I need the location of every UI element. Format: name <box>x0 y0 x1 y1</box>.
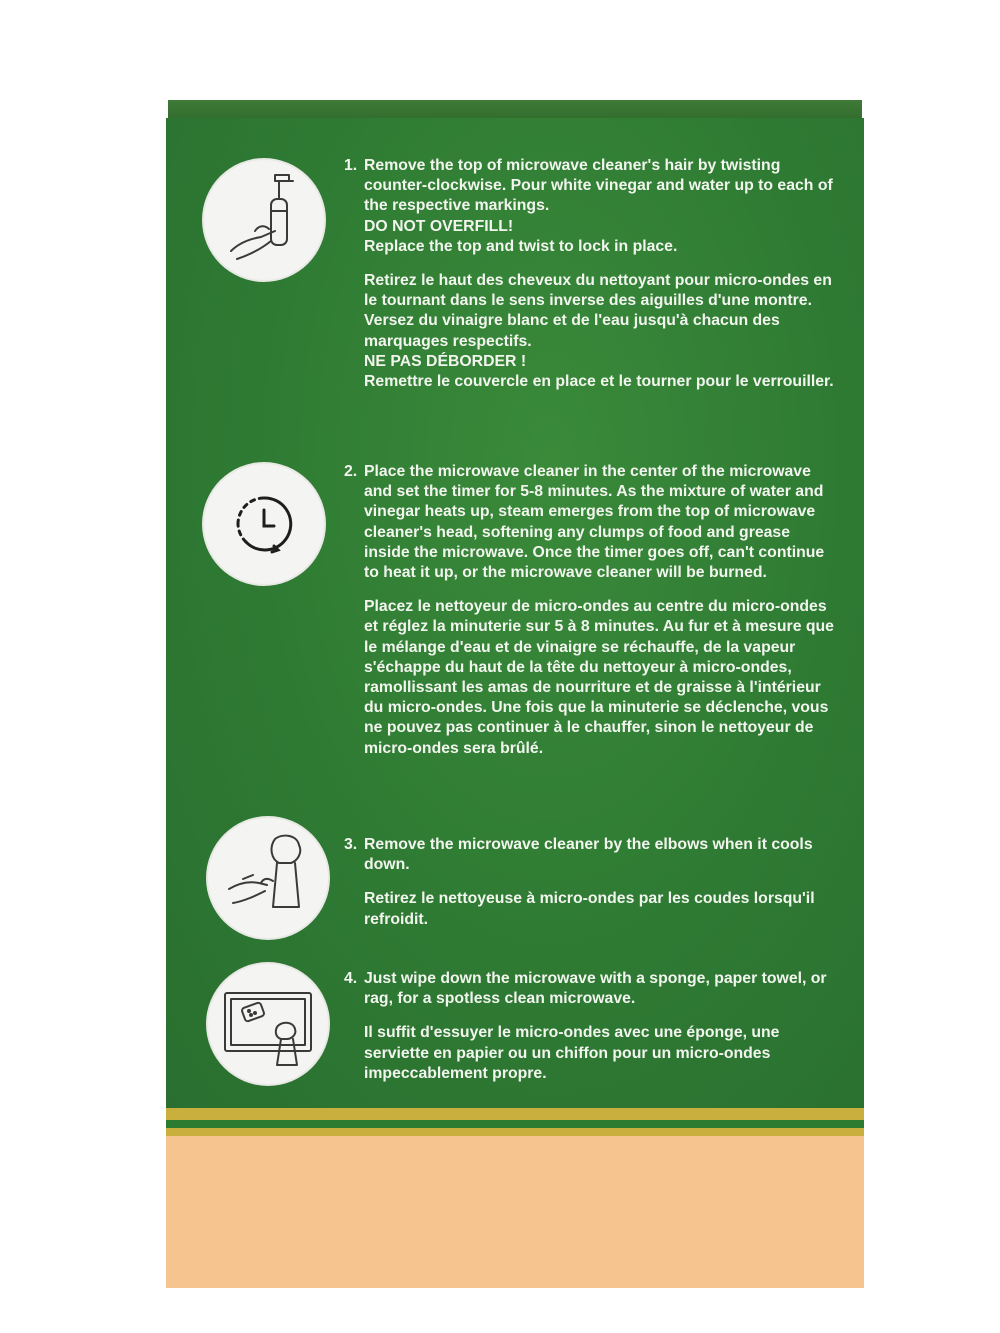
step-4-fr-text: Il suffit d'essuyer le micro-ondes avec une éponge, une serviette en papier ou un chiffon pour un micro-ondes impeccablement propre. <box>364 1024 780 1082</box>
gold-stripe <box>166 1108 864 1120</box>
step-3-fr-text: Retirez le nettoyeuse à micro-ondes par les coudes lorsqu'il refroidit. <box>364 890 815 928</box>
step-2-en-text: Place the microwave cleaner in the center of the microwave and set the timer for 5-8 minutes. As the mixture of water and vinegar heats up, steam emerges from the top of microwave cleaner's head, softening any clumps of food and grease inside the microwave. Once the timer goes off, can't continue to heat it up, or the microwave cleaner will be burned. <box>364 463 825 582</box>
step-3-en-text: Remove the microwave cleaner by the elbows when it cools down. <box>364 836 813 874</box>
gold-stripe-lower <box>166 1128 864 1136</box>
step-2 <box>344 462 834 759</box>
step-number: 1. <box>344 157 358 174</box>
step-1-en-warning: DO NOT OVERFILL! <box>364 217 514 235</box>
step-1-fr-text: Retirez le haut des cheveux du nettoyant pour micro-ondes en le tournant dans le sens inverse des aiguilles d'une montre. Versez du vinaigre blanc et de l'eau jusqu'à chacun des marquages respectifs. <box>364 272 832 350</box>
green-stripe <box>166 1120 864 1128</box>
step-3 <box>344 835 834 930</box>
bottle-pour-icon <box>204 160 324 280</box>
timer-icon <box>204 464 324 584</box>
step-2-fr-text: Placez le nettoyeur de micro-ondes au centre du micro-ondes et réglez la minuterie sur 5 à 8 minutes. Au fur et à mesure que le mélange d'eau et de vinaigre se réchauffe, de la vapeur s'échappe du haut de la tête du nettoyeur à micro-ondes, ramollissant les amas de nourriture et de graisse à l'intérieur du micro-ondes. Une fois que la minuterie se déclenche, vous ne pouvez pas continuer à le chauffer, sinon le nettoyeur de micro-ondes sera brûlé. <box>364 598 834 757</box>
step-1-en-text: Remove the top of microwave cleaner's hair by twisting counter-clockwise. Pour white vinegar and water up to each of the respective markings. <box>364 157 833 215</box>
sponge-microwave-icon <box>208 964 328 1084</box>
step-1-fr-warning: NE PAS DÉBORDER ! <box>364 352 527 370</box>
step-number: 4. <box>344 970 358 987</box>
step-number: 2. <box>344 463 358 480</box>
step-1 <box>344 156 834 392</box>
step-number: 3. <box>344 836 358 853</box>
peach-band <box>166 1136 864 1288</box>
step-4-en-text: Just wipe down the microwave with a sponge, paper towel, or rag, for a spotless clean microwave. <box>364 970 827 1008</box>
product-box-side <box>166 118 864 1288</box>
remove-cleaner-icon <box>208 818 328 938</box>
step-4 <box>344 969 834 1084</box>
step-1-fr-text-2: Remettre le couvercle en place et le tourner pour le verrouiller. <box>364 373 834 391</box>
step-1-en-text-2: Replace the top and twist to lock in place. <box>364 237 678 255</box>
